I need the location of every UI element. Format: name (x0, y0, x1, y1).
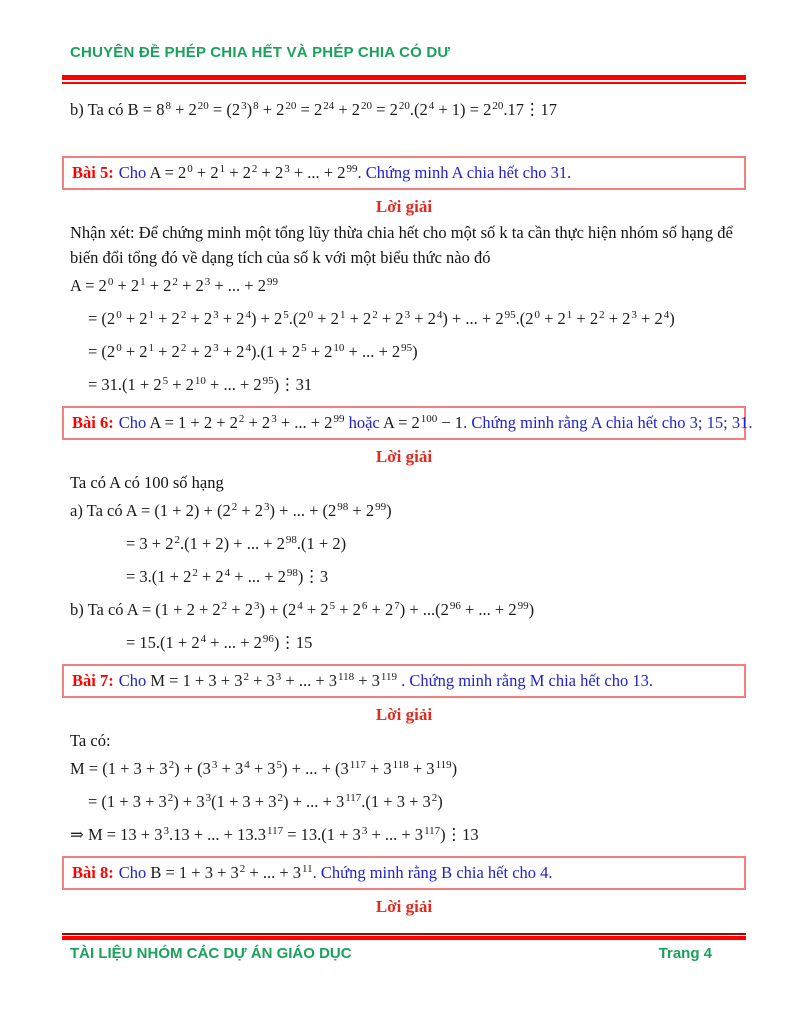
problem-text: hoặc (344, 413, 383, 432)
problem-math: $B = 1 + 3 + 3^2$ + ... + $3^{11}$ (150, 863, 313, 882)
problem-text: Cho (118, 413, 150, 432)
document-body (62, 98, 753, 916)
math-line: = $(2^0 + 2^1 + 2^2 + 2^3 + 2^4) + 2^5.(2^0 + 2^1 + 2^2 + 2^3 + 2^4)$ + ... + $2^{95}.(2^0 + 2^1 + 2^2 + 2^3 + 2^4)$ (88, 309, 675, 328)
header-rule (62, 75, 746, 84)
problem-label: Bài 5: (72, 163, 114, 182)
problem-math: $A = 1 + 2 + 2^2 + 2^3$ + ... + $2^{99}$ (149, 413, 345, 432)
solution-heading: Lời giải (375, 197, 433, 216)
problem-math: $M = 1 + 3 + 3^2 + 3^3$ + ... + $3^{118} + 3^{119}$ (150, 671, 398, 690)
paragraph: Ta có: (70, 731, 111, 750)
math-line: = $15.(1 + 2^4$ + ... + $2^{96})⋮15$ (126, 633, 313, 652)
math-line: $M = (1 + 3 + 3^2) + (3^3 + 3^4 + 3^5)$ + ... + $(3^{117} + 3^{118} + 3^{119})$ (70, 759, 458, 778)
math-line: $A = 2^0 + 2^1 + 2^2 + 2^3$ + ... + $2^{99}$ (70, 276, 278, 295)
page-number: Trang 4 (658, 945, 712, 962)
math-line: = $3 + 2^2.(1 + 2)$ + ... + $2^{98}.(1 + 2)$ (126, 534, 347, 553)
math-line: b) Ta có $B = 8^8 + 2^{20} = (2^3)^8 + 2^{20} = 2^{24} + 2^{20} = 2^{20}.(2^4 + 1)$ = $2^{20}.17⋮17$ (70, 100, 557, 119)
problem-label: Bài 6: (72, 413, 114, 432)
page-inner (62, 0, 753, 920)
solution-heading: Lời giải (375, 447, 433, 466)
math-line: a) Ta có $A = (1 + 2) + (2^2 + 2^3)$ + ... + $(2^{98} + 2^{99})$ (70, 501, 392, 520)
problem-text: Cho (118, 671, 151, 690)
problem-math: $A = 2^{100} - 1$ (382, 413, 464, 432)
math-line: b) Ta có $A = (1 + 2 + 2^2 + 2^3) + (2^4 + 2^5 + 2^6 + 2^7) + ...(2^{96}$ + ... + $2^{99}$) (70, 600, 535, 619)
math-line: ⇒ $M = 13 + 3^3.13$ + ... + $13.3^{117} = 13.(1 + 3^3$ + ... + $3^{117})⋮13$ (70, 825, 479, 844)
footer-row (62, 945, 746, 962)
problem-text: . Chứng minh rằng B chia hết cho 4. (312, 863, 553, 882)
paragraph: Ta có A có 100 số hạng (70, 473, 224, 492)
footer-rule-thick-line (62, 936, 746, 940)
problem-box (62, 664, 746, 698)
problem-text: Cho (118, 863, 151, 882)
math-line: = $31.(1 + 2^5 + 2^{10}$ + ... + $2^{95})⋮31$ (88, 375, 313, 394)
page-title: CHUYÊN ĐỀ PHÉP CHIA HẾT VÀ PHÉP CHIA CÓ DƯ (70, 44, 451, 61)
problem-label: Bài 8: (72, 863, 114, 882)
problem-box (62, 856, 746, 890)
problem-math: $A = 2^0 + 2^1 + 2^2 + 2^3$ + ... + $2^{99}$ (149, 163, 358, 182)
problem-text: . Chứng minh rằng M chia hết cho 13. (397, 671, 653, 690)
footer-rule (62, 933, 746, 940)
problem-text: . Chứng minh A chia hết cho 31. (357, 163, 572, 182)
problem-text: . Chứng minh rằng A chia hết cho 3; 15; 31. (463, 413, 753, 432)
footer-document-name: TÀI LIỆU NHÓM CÁC DỰ ÁN GIÁO DỤC (70, 945, 352, 962)
problem-text: Cho (118, 163, 150, 182)
problem-label: Bài 7: (72, 671, 114, 690)
math-line: = $(2^0 + 2^1 + 2^2 + 2^3 + 2^4).(1 + 2^5 + 2^{10}$ + ... + $2^{95}$) (88, 342, 418, 361)
solution-heading: Lời giải (375, 897, 433, 916)
header-rule-thin-line (62, 82, 746, 84)
math-line: = $3.(1 + 2^2 + 2^4$ + ... + $2^{98})⋮3$ (126, 567, 329, 586)
problem-box (62, 406, 753, 440)
problem-box (62, 156, 746, 190)
paragraph: Nhận xét: Để chứng minh một tổng lũy thừa chia hết cho một số k ta cần thực hiện nhóm số hạng để biến đổi tổng đó về dạng tích của số k với một biểu thức nào đó (70, 223, 733, 267)
page-footer (62, 933, 746, 962)
math-line: = $(1 + 3 + 3^2) + 3^3(1 + 3 + 3^2)$ + ... + $3^{117}.(1 + 3 + 3^2)$ (88, 792, 443, 811)
solution-heading: Lời giải (375, 705, 433, 724)
